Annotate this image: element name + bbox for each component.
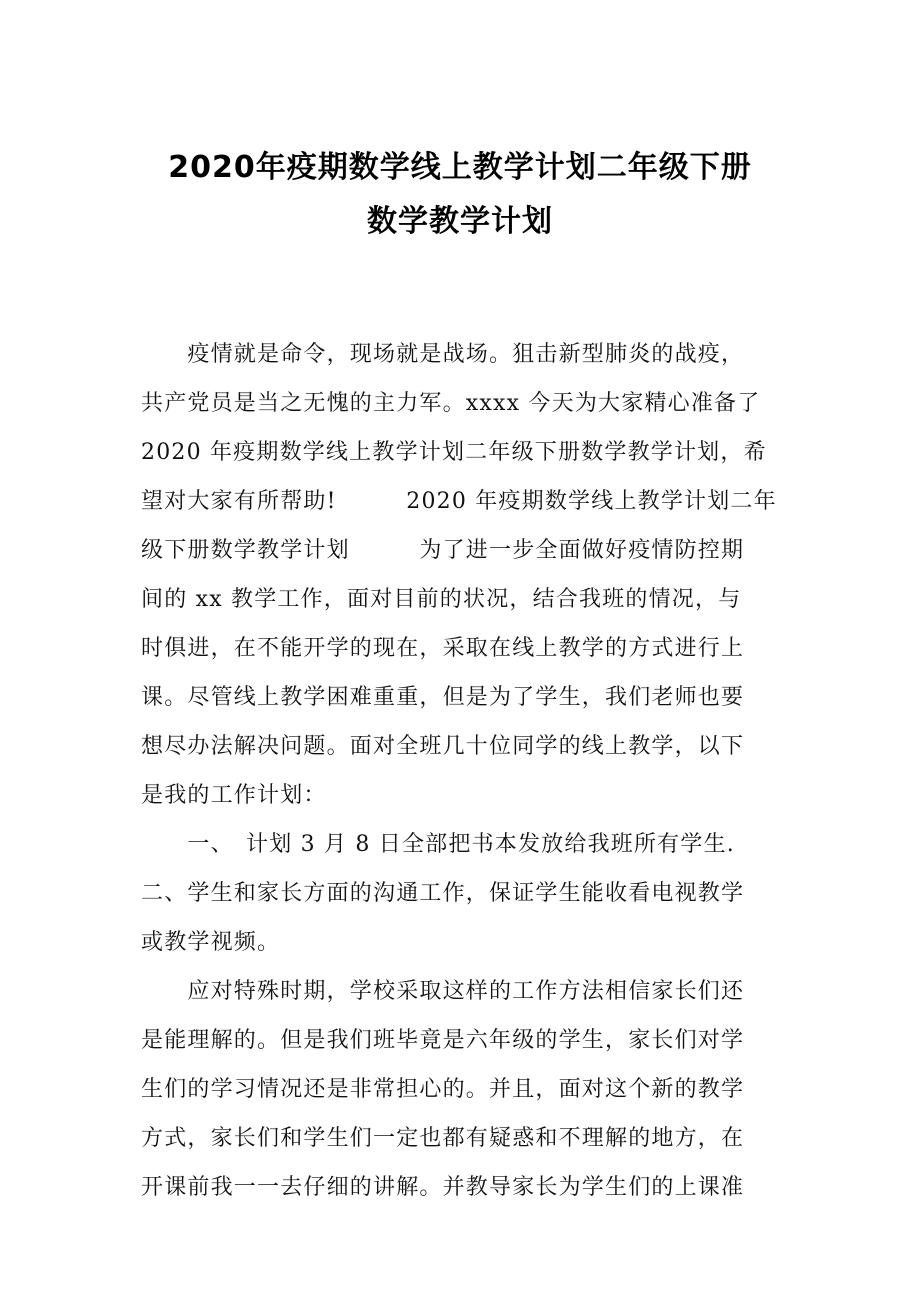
body-line: 间的 xx 教学工作，面对目前的状况，结合我班的情况，与 [141, 587, 742, 612]
body-line: 应对特殊时期，学校采取这样的工作方法相信家长们还 [141, 979, 745, 1004]
body-line: 或教学视频。 [141, 930, 281, 955]
document-title-line-2: 数学教学计划 [367, 204, 553, 239]
body-line: 二、学生和家长方面的沟通工作，保证学生能收看电视教学 [141, 881, 745, 906]
body-line: 课。尽管线上教学困难重重，但是为了学生，我们老师也要 [141, 685, 745, 710]
body-line: 2020 年疫期数学线上教学计划二年级下册数学教学计划，希 [141, 440, 767, 465]
body-line: 望对大家有所帮助! 2020 年疫期数学线上教学计划二年 [141, 489, 777, 514]
body-line: 生们的学习情况还是非常担心的。并且，面对这个新的教学 [141, 1077, 745, 1102]
body-line: 想尽办法解决问题。面对全班几十位同学的线上教学，以下 [141, 734, 745, 759]
body-line: 时俱进，在不能开学的现在，采取在线上教学的方式进行上 [141, 636, 745, 661]
body-line: 一、 计划 3 月 8 日全部把书本发放给我班所有学生. [141, 832, 735, 857]
body-line: 共产党员是当之无愧的主力军。xxxx 今天为大家精心准备了 [141, 391, 761, 416]
body-line: 是我的工作计划： [141, 783, 327, 808]
body-line: 是能理解的。但是我们班毕竟是六年级的学生，家长们对学 [141, 1028, 745, 1053]
document-title-line-1: 2020年疫期数学线上教学计划二年级下册 [168, 150, 752, 185]
body-line: 开课前我一一去仔细的讲解。并教导家长为学生们的上课准 [141, 1175, 745, 1200]
body-line: 级下册数学教学计划 为了进一步全面做好疫情防控期 [141, 538, 745, 563]
body-line: 疫情就是命令，现场就是战场。狙击新型肺炎的战疫， [141, 342, 745, 367]
body-line: 方式，家长们和学生们一定也都有疑惑和不理解的地方，在 [141, 1126, 745, 1151]
